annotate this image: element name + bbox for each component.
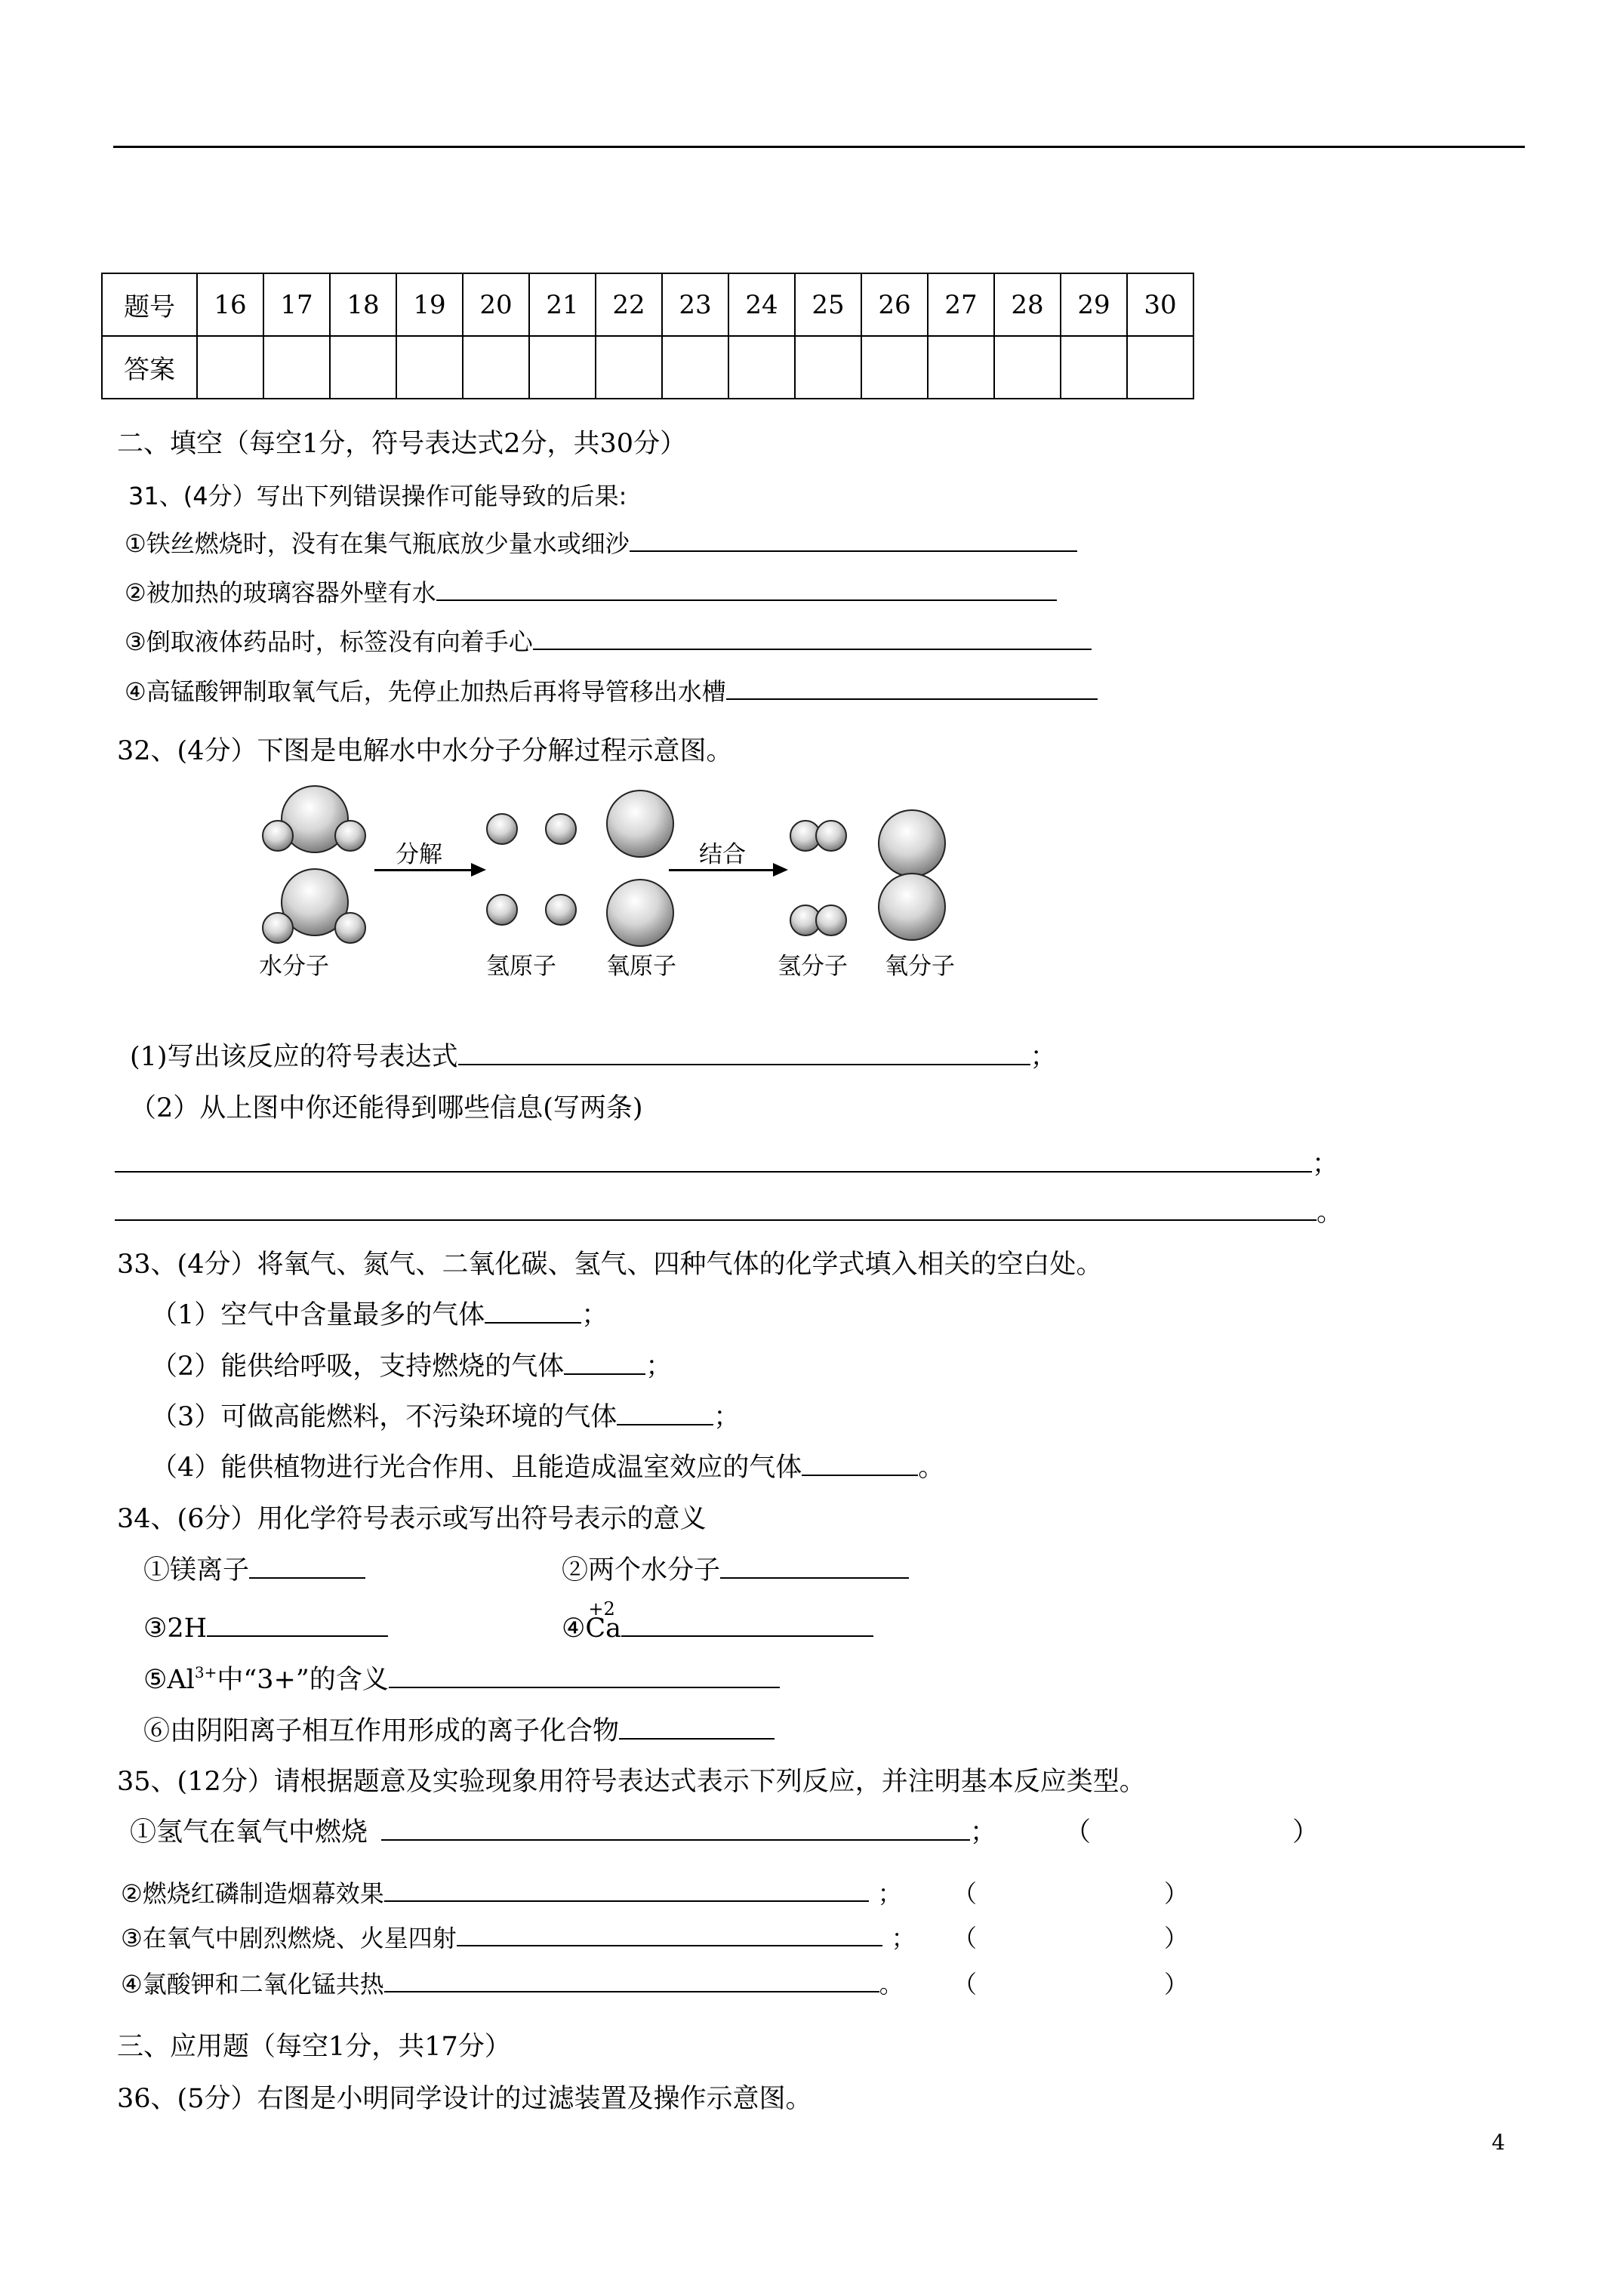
hydrogen-atom: [334, 912, 366, 944]
answer-blank[interactable]: [564, 1351, 645, 1375]
answer-blank[interactable]: [485, 1299, 581, 1324]
arrow-icon: [374, 869, 473, 871]
question-33-item: （2）能供给呼吸，支持燃烧的气体 ；: [151, 1351, 673, 1382]
answer-table: [101, 273, 1194, 399]
reaction-type-paren: ）: [1164, 1970, 1189, 1999]
answer-cell[interactable]: [529, 336, 596, 399]
answer-cell[interactable]: [861, 336, 928, 399]
question-34-item: ⑥由阴阳离子相互作用形成的离子化合物: [143, 1715, 775, 1748]
question-36-title: 36、(5分）右图是小明同学设计的过滤装置及操作示意图。: [117, 2084, 812, 2114]
answer-blank[interactable]: [115, 1148, 1312, 1173]
oxygen-atom: [878, 809, 946, 877]
question-33-item: （3）可做高能燃料，不污染环境的气体 ；: [151, 1402, 741, 1432]
header-rule: [113, 146, 1525, 148]
answer-blank[interactable]: [115, 1197, 1317, 1221]
table-row-label: 答案: [102, 336, 197, 399]
reaction-type-paren: ）: [1164, 1879, 1189, 1908]
question-number: 28: [994, 273, 1061, 336]
question-34-item: ①镁离子: [143, 1554, 365, 1587]
answer-cell[interactable]: [197, 336, 263, 399]
answer-cell[interactable]: [994, 336, 1061, 399]
reaction-type-paren: （: [953, 1924, 978, 1952]
question-number: 17: [263, 273, 330, 336]
diagram-label: 水分子: [259, 953, 329, 980]
question-34-item: ③2H: [143, 1612, 388, 1645]
answer-cell[interactable]: [662, 336, 728, 399]
answer-blank[interactable]: [249, 1555, 365, 1579]
section-heading: 二、填空（每空1分，符号表达式2分，共30分）: [117, 429, 687, 459]
question-number: 29: [1061, 273, 1127, 336]
question-number: 26: [861, 273, 928, 336]
question-33-title: 33、(4分）将氧气、氮气、二氧化碳、氢气、四种气体的化学式填入相关的空白处。: [117, 1250, 1103, 1280]
question-32-title: 32、(4分）下图是电解水中水分子分解过程示意图。: [117, 736, 733, 766]
answer-cell[interactable]: [795, 336, 861, 399]
question-number: 20: [463, 273, 529, 336]
answer-blank[interactable]: [207, 1613, 388, 1637]
arrow-label: 分解: [396, 841, 442, 868]
table-row: [102, 273, 1193, 336]
question-35-item: ②燃烧红磷制造烟幕效果 ；: [121, 1879, 902, 1908]
question-number: 16: [197, 273, 263, 336]
arrow-head-icon: [773, 863, 788, 877]
answer-blank[interactable]: [621, 1613, 873, 1637]
hydrogen-atom: [545, 894, 577, 926]
answer-blank[interactable]: [802, 1452, 918, 1476]
question-34-item: ④ +2 Ca: [562, 1612, 873, 1645]
hydrogen-atom: [486, 813, 518, 845]
answer-blank[interactable]: [533, 626, 1092, 650]
question-34-title: 34、(6分）用化学符号表示或写出符号表示的意义: [117, 1504, 707, 1534]
question-number: 24: [728, 273, 795, 336]
question-32-answer-line: 。: [115, 1196, 1343, 1229]
reaction-type-paren: （: [1064, 1817, 1092, 1848]
diagram-label: 氢原子: [486, 953, 556, 980]
hydrogen-atom: [334, 820, 366, 852]
answer-blank[interactable]: [436, 577, 1057, 601]
answer-cell[interactable]: [728, 336, 795, 399]
answer-blank[interactable]: [384, 1968, 879, 1992]
arrow-label: 结合: [699, 841, 746, 868]
question-31-item: ③倒取液体药品时，标签没有向着手心: [125, 626, 1092, 658]
answer-blank[interactable]: [384, 1878, 869, 1902]
question-34-item: $⑤Al^{3+}$中“3+”的含义: [143, 1663, 780, 1700]
reaction-type-paren: （: [953, 1970, 978, 1999]
answer-blank[interactable]: [389, 1664, 780, 1688]
answer-blank[interactable]: [619, 1715, 775, 1740]
question-35-item: ③在氧气中剧烈燃烧、火星四射 ；: [121, 1924, 916, 1952]
reaction-type-paren: ）: [1164, 1924, 1189, 1952]
question-number: 30: [1127, 273, 1193, 336]
calcium-symbol: +2 Ca: [585, 1598, 622, 1644]
hydrogen-atom: [545, 813, 577, 845]
diagram-label: 氧分子: [885, 953, 955, 980]
answer-blank[interactable]: [726, 676, 1098, 700]
question-35-title: 35、(12分）请根据题意及实验现象用符号表达式表示下列反应，并注明基本反应类型。: [117, 1767, 1146, 1797]
question-number: 21: [529, 273, 596, 336]
diagram-label: 氧原子: [606, 953, 676, 980]
answer-blank[interactable]: [381, 1817, 970, 1841]
question-32-answer-line: ；: [115, 1148, 1338, 1181]
answer-cell[interactable]: [463, 336, 529, 399]
question-35-item: ④氯酸钾和二氧化锰共热 。: [121, 1970, 904, 1999]
question-31-item: ②被加热的玻璃容器外壁有水: [125, 577, 1057, 609]
answer-cell[interactable]: [330, 336, 396, 399]
oxygen-atom: [878, 873, 946, 941]
oxygen-atom: [606, 879, 674, 947]
table-row-label: 题号: [102, 273, 197, 336]
answer-cell[interactable]: [928, 336, 994, 399]
answer-cell[interactable]: [1061, 336, 1127, 399]
answer-blank[interactable]: [630, 528, 1077, 552]
reaction-type-paren: （: [953, 1879, 978, 1908]
hydrogen-atom: [815, 820, 847, 852]
question-number: 22: [596, 273, 662, 336]
diagram-label: 氢分子: [778, 953, 848, 980]
table-row: [102, 336, 1193, 399]
question-number: 27: [928, 273, 994, 336]
hydrogen-atom: [815, 905, 847, 936]
section-heading: 三、应用题（每空1分，共17分）: [117, 2032, 511, 2062]
oxygen-atom: [606, 790, 674, 858]
answer-cell[interactable]: [396, 336, 463, 399]
question-31-item: ④高锰酸钾制取氧气后，先停止加热后再将导管移出水槽: [125, 676, 1098, 707]
hydrogen-atom: [262, 912, 294, 944]
question-31-title: 31、(4分）写出下列错误操作可能导致的后果:: [128, 482, 627, 510]
question-number: 19: [396, 273, 463, 336]
answer-blank[interactable]: [617, 1401, 713, 1425]
question-33-item: （4）能供植物进行光合作用、且能造成温室效应的气体 。: [151, 1453, 945, 1483]
answer-cell[interactable]: [263, 336, 330, 399]
hydrogen-atom: [262, 820, 294, 852]
question-32-sub2: （2）从上图中你还能得到哪些信息(写两条): [130, 1093, 643, 1123]
question-31-item: ①铁丝燃烧时，没有在集气瓶底放少量水或细沙: [125, 528, 1077, 559]
answer-blank[interactable]: [457, 1922, 882, 1946]
question-number: 18: [330, 273, 396, 336]
answer-blank[interactable]: [458, 1041, 1030, 1065]
arrow-icon: [669, 869, 775, 871]
answer-cell[interactable]: [1127, 336, 1193, 399]
reaction-type-paren: ）: [1292, 1817, 1320, 1848]
question-33-item: （1）空气中含量最多的气体 ；: [151, 1300, 608, 1330]
question-32-sub1: (1)写出该反应的符号表达式 ；: [130, 1042, 1057, 1072]
hydrogen-atom: [486, 894, 518, 926]
answer-cell[interactable]: [596, 336, 662, 399]
question-34-item: ②两个水分子: [562, 1554, 909, 1587]
question-number: 23: [662, 273, 728, 336]
question-number: 25: [795, 273, 861, 336]
page-number: 4: [1492, 2130, 1505, 2155]
answer-blank[interactable]: [720, 1555, 909, 1579]
question-35-item: ①氢气在氧气中燃烧 ；: [130, 1817, 997, 1848]
arrow-head-icon: [471, 863, 486, 877]
